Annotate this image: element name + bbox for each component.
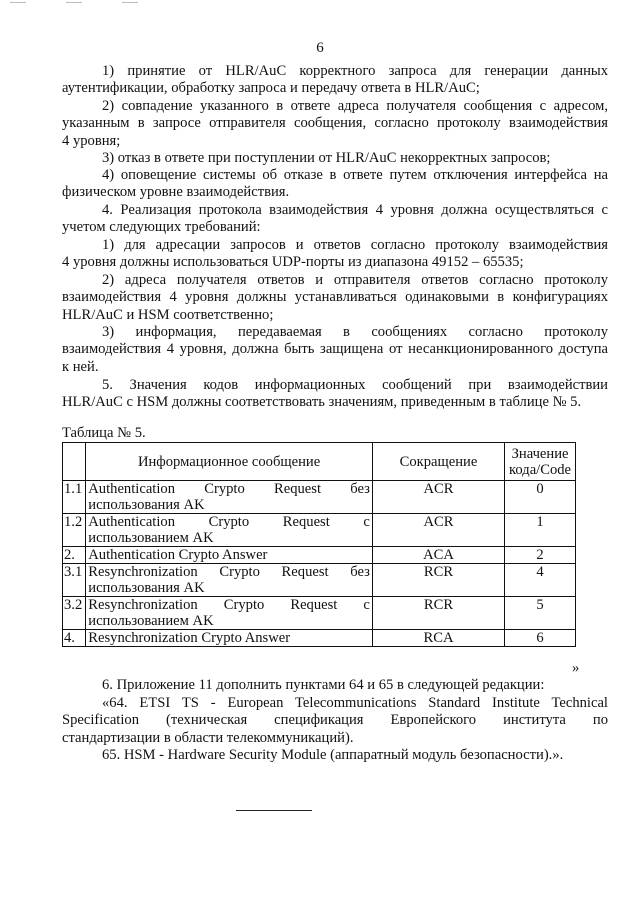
text-line: 3) информация, передаваемая в сообщениях согласно протоколу	[102, 324, 608, 340]
item3-subitem-1	[62, 63, 608, 98]
item3-subitem-3	[62, 150, 608, 167]
row-message	[86, 564, 373, 597]
text-line: аутентификации, обработку запроса и передачу ответа в HLR/AuC;	[62, 80, 480, 97]
scan-edge-marks	[0, 0, 640, 6]
row-abbr: ACR	[372, 481, 504, 514]
row-num: 3.1	[63, 564, 86, 597]
row-abbr: ACR	[372, 514, 504, 547]
header-num	[63, 443, 86, 481]
text-line: 1) для адресации запросов и ответов согласно протоколу взаимодействия	[102, 237, 608, 253]
text-line: 65. HSM - Hardware Security Module (аппаратный модуль безопасности).».	[102, 747, 564, 763]
item3-subitem-2	[62, 98, 608, 150]
row-abbr: ACA	[372, 547, 504, 564]
row-abbr: RCR	[372, 564, 504, 597]
item5-paragraph	[62, 377, 608, 412]
text-line: HLR/AuC и HSM соответственно;	[62, 306, 274, 323]
end-separator-line	[236, 810, 312, 811]
text-line: «64. ETSI TS - European Telecommunications Standard Institute Technical	[102, 695, 608, 711]
row-num: 4.	[63, 630, 86, 647]
item4-subitem-1	[62, 237, 608, 272]
row-num: 3.2	[63, 597, 86, 630]
row-abbr: RCA	[372, 630, 504, 647]
text-line: взаимодействия 4 уровня должны устанавливаться одинаковыми в конфигурациях	[62, 289, 608, 306]
table-row	[63, 547, 576, 564]
row-message	[86, 514, 373, 547]
text-line: Specification (техническая спецификация Европейского института по	[62, 712, 608, 729]
table-row	[63, 481, 576, 514]
message-line: Authentication Crypto Request без	[88, 481, 370, 497]
item4-paragraph	[62, 202, 608, 237]
row-message	[86, 597, 373, 630]
message-line: Resynchronization Crypto Request без	[88, 564, 370, 580]
table-row	[63, 630, 576, 647]
text-line: указанным в запросе отправителя сообщения, согласно протоколу взаимодействия	[62, 115, 608, 132]
header-code-line1: Значение	[511, 445, 569, 462]
text-line: 2) адреса получателя ответов и отправителя ответов согласно протоколу	[102, 272, 608, 288]
row-num: 1.1	[63, 481, 86, 514]
text-line: 3) отказ в ответе при поступлении от HLR/AuC некорректных запросов;	[102, 150, 551, 166]
page-number: 6	[316, 40, 324, 56]
text-line: HLR/AuC с HSM должны соответствовать значениям, приведенным в таблице № 5.	[62, 394, 582, 411]
table-row	[63, 514, 576, 547]
message-line: использованием AK	[88, 530, 214, 546]
table-row	[63, 564, 576, 597]
text-line: 6. Приложение 11 дополнить пунктами 64 и 65 в следующей редакции:	[102, 677, 545, 693]
message-line: Authentication Crypto Request с	[88, 514, 370, 530]
row-code: 4	[505, 564, 576, 597]
row-code: 0	[505, 481, 576, 514]
text-line: учетом следующих требований:	[62, 219, 261, 236]
text-line: 4. Реализация протокола взаимодействия 4 уровня должна осуществляться с	[102, 202, 608, 218]
row-message	[86, 547, 373, 564]
row-code: 2	[505, 547, 576, 564]
text-line: физическом уровне взаимодействия.	[62, 184, 290, 201]
row-code: 6	[505, 630, 576, 647]
row-message	[86, 481, 373, 514]
row-num: 1.2	[63, 514, 86, 547]
text-line: стандартизации в области телекоммуникаций).	[62, 729, 354, 746]
text-line: 4) оповещение системы об отказе в ответе путем отключения интерфейса на	[102, 167, 608, 183]
text-line: 5. Значения кодов информационных сообщений при взаимодействии	[102, 377, 608, 393]
text-line: к ней.	[62, 358, 99, 375]
message-line: Resynchronization Crypto Answer	[88, 630, 291, 646]
text-line: взаимодействия 4 уровня, должна быть защищена от несанкционированного доступа	[62, 341, 608, 358]
table-caption: Таблица № 5.	[62, 425, 146, 441]
message-line: использования AK	[88, 580, 205, 596]
header-message: Информационное сообщение	[86, 443, 373, 481]
text-line: 2) совпадение указанного в ответе адреса получателя сообщения с адресом,	[102, 98, 608, 114]
row-code: 5	[505, 597, 576, 630]
message-line: Authentication Crypto Answer	[88, 547, 268, 563]
closing-quote: »	[572, 660, 580, 676]
item3-subitem-4	[62, 167, 608, 202]
text-line: 1) принятие от HLR/AuC корректного запроса для генерации данных	[102, 63, 608, 79]
item4-subitem-2	[62, 272, 608, 324]
row-num: 2.	[63, 547, 86, 564]
text-line: 4 уровня;	[62, 132, 121, 149]
message-line: использованием AK	[88, 613, 214, 629]
message-line: использования AK	[88, 497, 205, 513]
header-code	[505, 443, 576, 481]
row-code: 1	[505, 514, 576, 547]
message-line: Resynchronization Crypto Request с	[88, 597, 370, 613]
row-abbr: RCR	[372, 597, 504, 630]
item6-paragraph	[62, 677, 608, 694]
table-row	[63, 597, 576, 630]
header-abbr: Сокращение	[372, 443, 504, 481]
item4-subitem-3	[62, 324, 608, 376]
table-header-row	[63, 443, 576, 481]
item65-paragraph	[62, 747, 608, 764]
header-code-line2: кода/Code	[509, 461, 572, 478]
codes-table	[62, 442, 576, 647]
item64-paragraph	[62, 695, 608, 747]
row-message	[86, 630, 373, 647]
text-line: 4 уровня должны использоваться UDP-порты из диапазона 49152 – 65535;	[62, 254, 524, 271]
